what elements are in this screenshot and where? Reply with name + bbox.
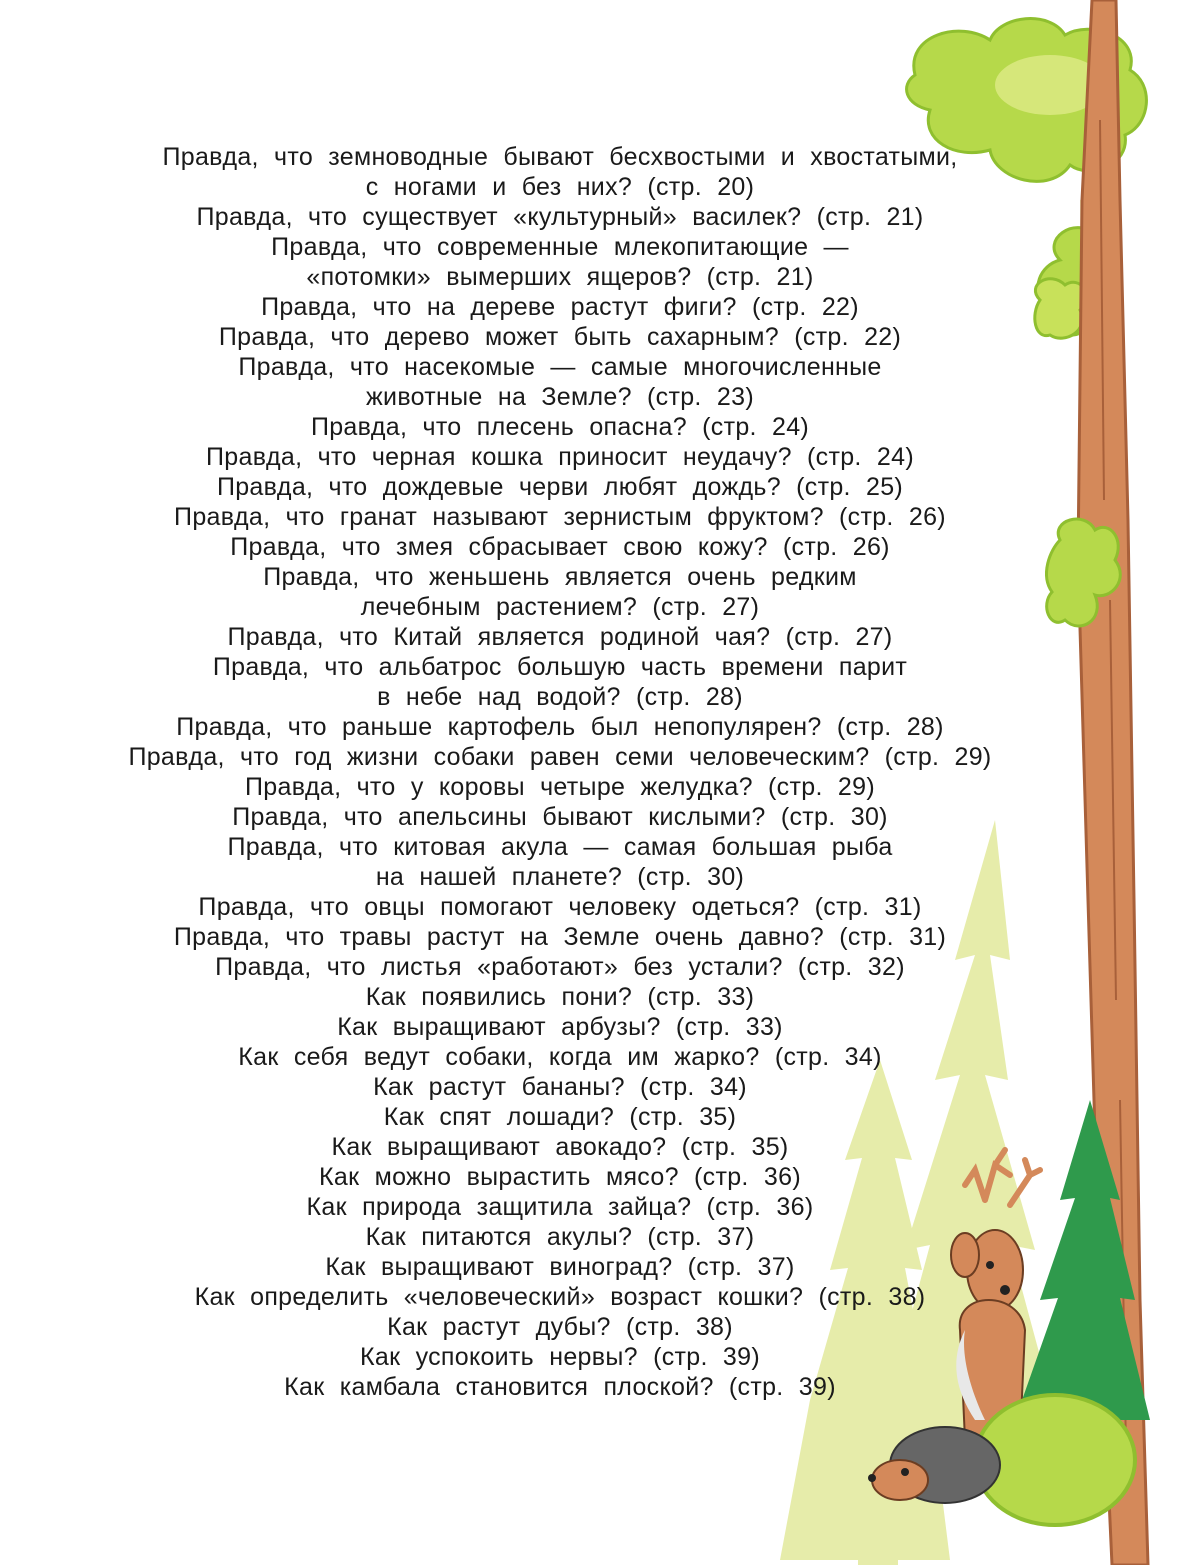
toc-line: Как камбала становится плоской? (стр. 39) bbox=[284, 1373, 836, 1401]
toc-line: Правда, что земноводные бывают бесхвостыми и хвостатыми, bbox=[162, 143, 958, 171]
table-of-contents bbox=[80, 142, 1040, 1402]
toc-line: Как можно вырастить мясо? (стр. 36) bbox=[319, 1163, 801, 1191]
toc-line: Правда, что насекомые — самые многочисленные bbox=[238, 353, 882, 381]
toc-line: Правда, что гранат называют зернистым фруктом? (стр. 26) bbox=[174, 503, 946, 531]
toc-line: Как появились пони? (стр. 33) bbox=[365, 983, 755, 1011]
toc-line: Правда, что апельсины бывают кислыми? (стр. 30) bbox=[232, 803, 888, 831]
toc-line: Правда, что китовая акула — самая большая рыба bbox=[227, 833, 893, 861]
toc-line: Правда, что Китай является родиной чая? (стр. 27) bbox=[227, 623, 893, 651]
toc-line: Как определить «человеческий» возраст кошки? (стр. 38) bbox=[194, 1283, 926, 1311]
toc-line: Как выращивают авокадо? (стр. 35) bbox=[331, 1133, 789, 1161]
toc-line: Правда, что современные млекопитающие — bbox=[271, 233, 849, 261]
toc-line: Как выращивают виноград? (стр. 37) bbox=[325, 1253, 795, 1281]
toc-line: Правда, что змея сбрасывает свою кожу? (стр. 26) bbox=[230, 533, 890, 561]
toc-line: Как растут дубы? (стр. 38) bbox=[387, 1313, 733, 1341]
toc-line: Правда, что год жизни собаки равен семи человеческим? (стр. 29) bbox=[128, 743, 992, 771]
toc-line: животные на Земле? (стр. 23) bbox=[366, 383, 754, 411]
toc-line: Как выращивают арбузы? (стр. 33) bbox=[337, 1013, 783, 1041]
toc-line: Правда, что на дереве растут фиги? (стр. 22) bbox=[261, 293, 859, 321]
toc-line: Правда, что плесень опасна? (стр. 24) bbox=[310, 413, 810, 441]
toc-line: в небе над водой? (стр. 28) bbox=[377, 683, 743, 711]
toc-line: Как растут бананы? (стр. 34) bbox=[373, 1073, 747, 1101]
toc-line: Правда, что дерево может быть сахарным? (стр. 22) bbox=[218, 323, 902, 351]
toc-line: Правда, что альбатрос большую часть времени парит bbox=[212, 653, 908, 681]
toc-line: Правда, что травы растут на Земле очень давно? (стр. 31) bbox=[173, 923, 947, 951]
toc-line: на нашей планете? (стр. 30) bbox=[375, 863, 745, 891]
toc-line: Как спят лошади? (стр. 35) bbox=[383, 1103, 737, 1131]
toc-line: Правда, что листья «работают» без устали? (стр. 32) bbox=[215, 953, 905, 981]
toc-line: Правда, что раньше картофель был непопулярен? (стр. 28) bbox=[176, 713, 944, 741]
toc-line: Правда, что дождевые черви любят дождь? (стр. 25) bbox=[216, 473, 904, 501]
toc-line: Как питаются акулы? (стр. 37) bbox=[365, 1223, 755, 1251]
toc-line: Как успокоить нервы? (стр. 39) bbox=[360, 1343, 760, 1371]
toc-line: «потомки» вымерших ящеров? (стр. 21) bbox=[306, 263, 814, 291]
toc-line: Правда, что у коровы четыре желудка? (стр. 29) bbox=[245, 773, 875, 801]
toc-line: лечебным растением? (стр. 27) bbox=[360, 593, 760, 621]
toc-line: Как природа защитила зайца? (стр. 36) bbox=[306, 1193, 814, 1221]
toc-line: Правда, что существует «культурный» василек? (стр. 21) bbox=[196, 203, 924, 231]
toc-line: Правда, что черная кошка приносит неудачу? (стр. 24) bbox=[206, 443, 914, 471]
toc-line: с ногами и без них? (стр. 20) bbox=[365, 173, 755, 201]
toc-line: Правда, что овцы помогают человеку одеться? (стр. 31) bbox=[198, 893, 922, 921]
toc-line: Как себя ведут собаки, когда им жарко? (стр. 34) bbox=[238, 1043, 882, 1071]
toc-line: Правда, что женьшень является очень редким bbox=[263, 563, 857, 591]
